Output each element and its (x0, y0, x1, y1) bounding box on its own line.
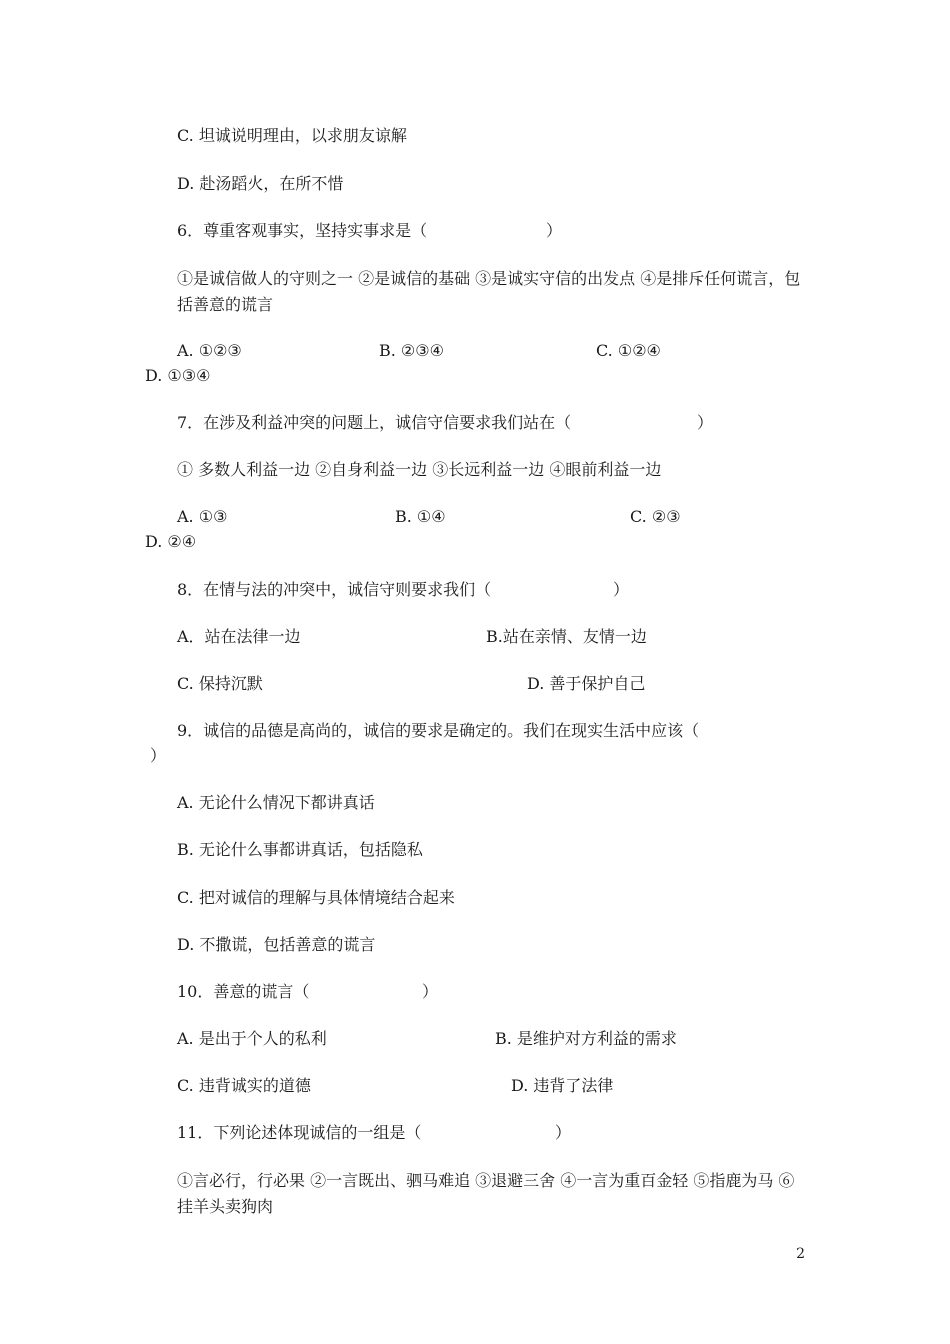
q9-option-b: B. 无论什么事都讲真话，包括隐私 (177, 840, 423, 859)
q7-stem: 7．在涉及利益冲突的问题上，诚信守信要求我们站在（ (177, 413, 572, 432)
q5-option-d: D. 赴汤蹈火，在所不惜 (177, 174, 344, 193)
q8-option-d: D. 善于保护自己 (527, 674, 646, 693)
q6-statements-text: ①是诚信做人的守则之一 ②是诚信的基础 ③是诚实守信的出发点 ④是排斥任何谎言，包括善意的谎言 (177, 269, 801, 314)
q7-option-a: A. ①③ (177, 507, 228, 526)
q7-statements: ① 多数人利益一边 ②自身利益一边 ③长远利益一边 ④眼前利益一边 (177, 460, 662, 479)
q7-option-c: C. ②③ (630, 507, 681, 526)
q8-stem: 8．在情与法的冲突中，诚信守则要求我们（ (177, 580, 492, 599)
q6-option-c: C. ①②④ (596, 341, 661, 360)
q6-option-a: A. ①②③ (177, 341, 242, 360)
q7-option-d: D. ②④ (145, 532, 197, 551)
q11-close-paren: ） (555, 1123, 572, 1142)
q7-option-b: B. ①④ (395, 507, 446, 526)
page-number: 2 (796, 1246, 805, 1262)
q10-stem: 10．善意的谎言（ (177, 982, 310, 1001)
q10-close-paren: ） (422, 982, 439, 1001)
q11-statements (145, 1168, 805, 1220)
q5-option-c: C. 坦诚说明理由，以求朋友谅解 (177, 126, 407, 145)
q6-stem: 6．尊重客观事实，坚持实事求是（ (177, 221, 428, 240)
q10-option-d: D. 违背了法律 (511, 1076, 614, 1095)
q11-stem: 11．下列论述体现诚信的一组是（ (177, 1123, 422, 1142)
q9-option-d: D. 不撒谎，包括善意的谎言 (177, 935, 376, 954)
q6-statements (145, 266, 805, 318)
q8-option-a: A．站在法律一边 (177, 627, 301, 646)
q6-option-d: D. ①③④ (145, 366, 211, 385)
q7-close-paren: ） (697, 413, 714, 432)
q6-option-b: B. ②③④ (379, 341, 444, 360)
q8-option-b: B.站在亲情、友情一边 (486, 627, 647, 646)
q9-option-a: A. 无论什么情况下都讲真话 (177, 793, 375, 812)
q6-close-paren: ） (546, 221, 563, 240)
q9-stem: 9．诚信的品德是高尚的，诚信的要求是确定的。我们在现实生活中应该（ (177, 721, 700, 740)
q10-option-c: C. 违背诚实的道德 (177, 1076, 311, 1095)
q9-close-paren: ） (150, 746, 167, 765)
q11-statements-text: ①言必行，行必果 ②一言既出、驷马难追 ③退避三舍 ④一言为重百金轻 ⑤指鹿为马 ⑥挂羊头卖狗肉 (177, 1171, 795, 1216)
q8-close-paren: ） (613, 580, 630, 599)
q9-option-c: C. 把对诚信的理解与具体情境结合起来 (177, 888, 455, 907)
q10-option-b: B. 是维护对方利益的需求 (495, 1029, 677, 1048)
q10-option-a: A. 是出于个人的私利 (177, 1029, 327, 1048)
q8-option-c: C. 保持沉默 (177, 674, 263, 693)
